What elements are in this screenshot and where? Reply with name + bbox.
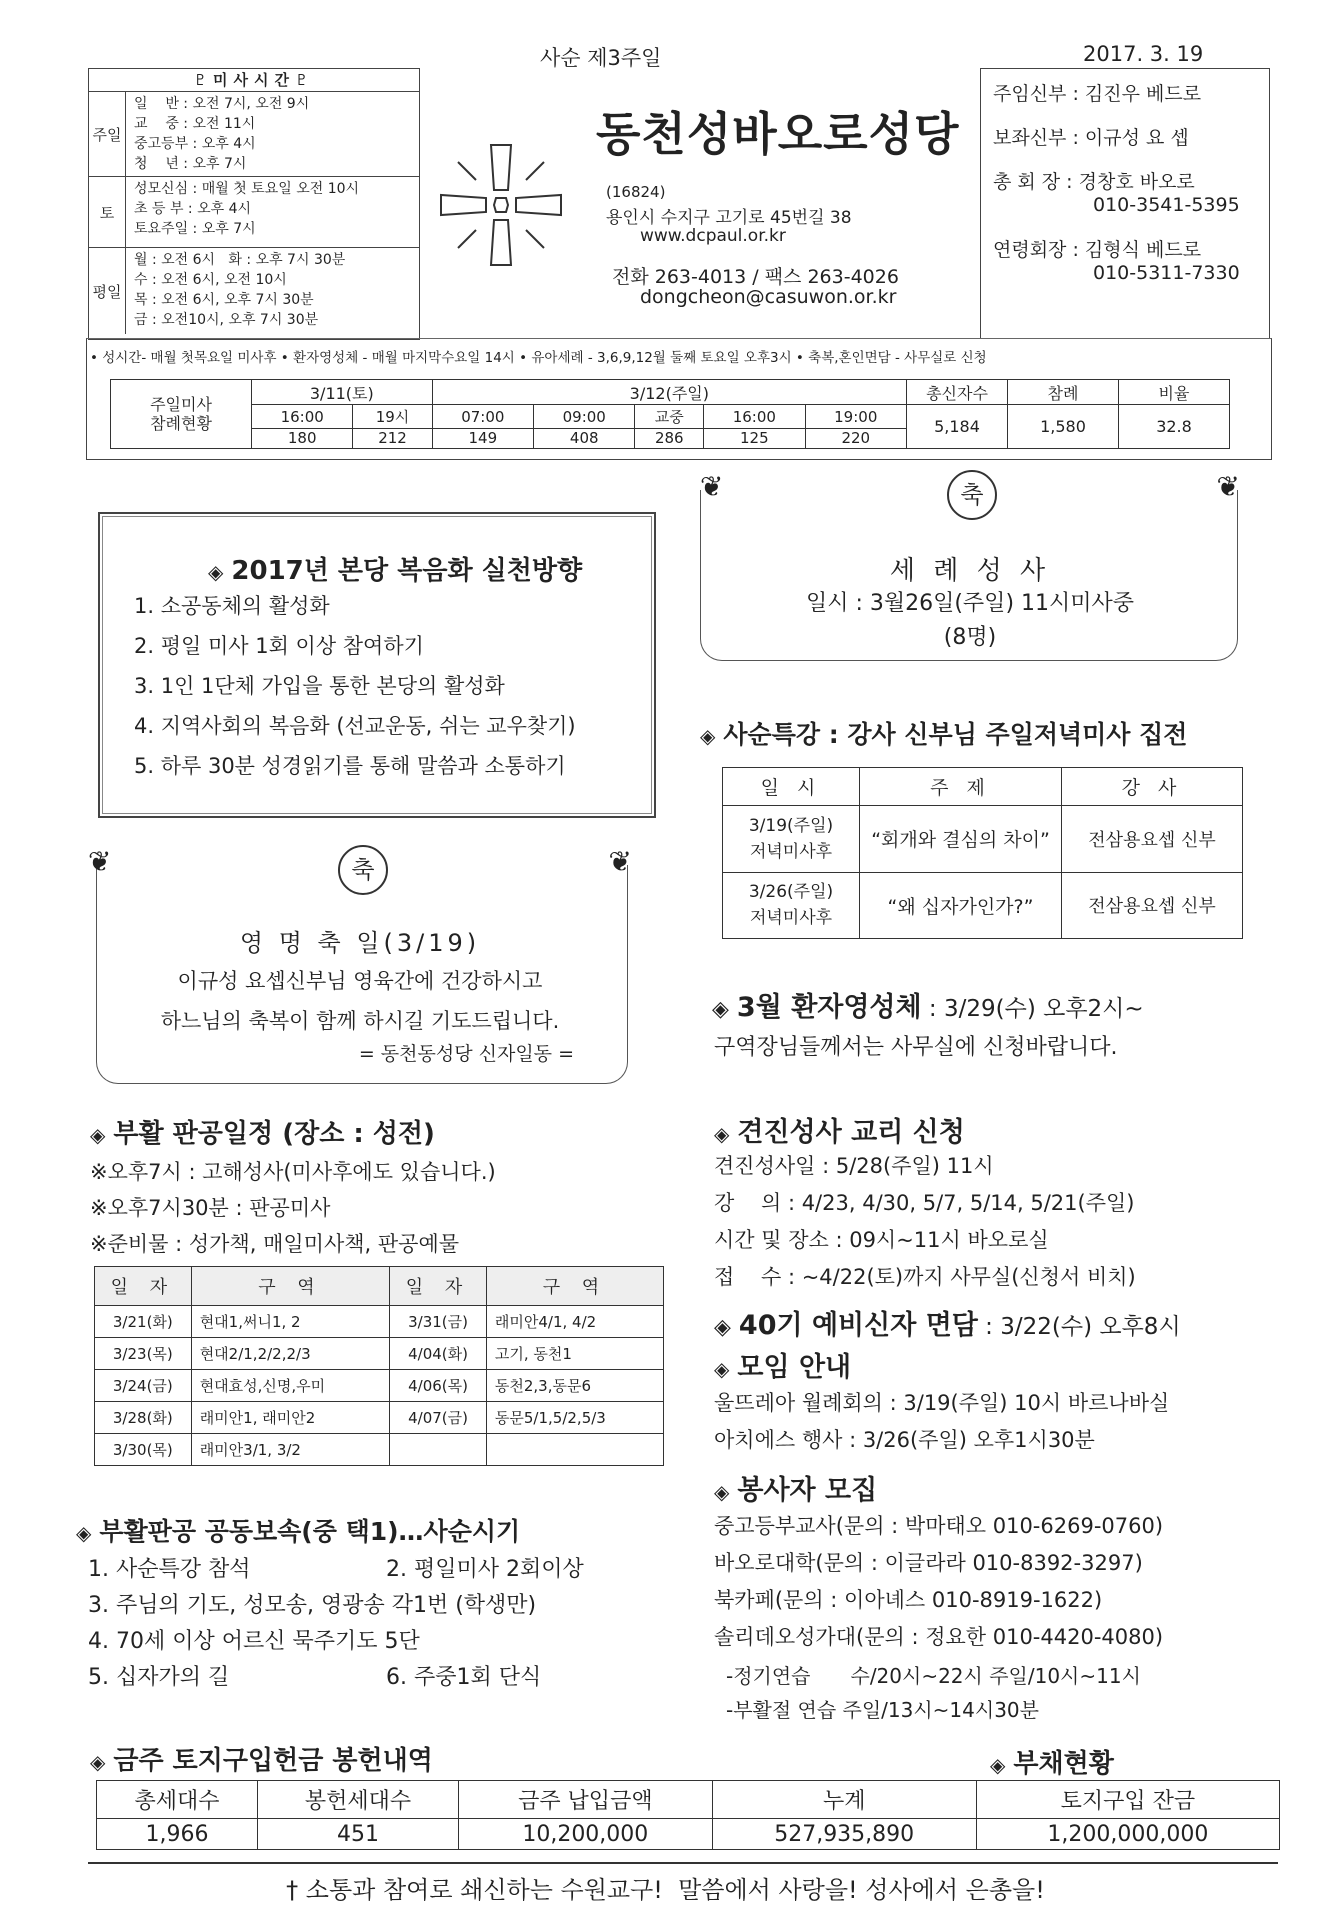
offering-header: 토지구입 잔금 — [976, 1781, 1279, 1819]
sick-comm-title: 3월 환자영성체 — [736, 992, 922, 1023]
staff-name: 이규성 요 셉 — [1084, 127, 1189, 149]
ribbon-left-icon: ❦ — [88, 845, 112, 878]
offering-value: 527,935,890 — [712, 1819, 976, 1850]
mass-notice: • 성시간- 매월 첫목요일 미사후 • 환자영성체 - 매월 마지막수요일 14시 • 유아세례 - 3,6,9,12월 둘째 토요일 오후3시 • 축복,혼인면담 - 사무실로 신청 — [90, 350, 987, 366]
penance-title-wrap — [76, 1512, 520, 1548]
meetings-title-wrap — [714, 1345, 851, 1384]
attendance-table — [110, 379, 1230, 449]
staff-phone: 010-3541-5395 — [1093, 194, 1240, 216]
lecture-speaker: 전삼용요셉 신부 — [1062, 806, 1243, 872]
attendance-count: 212 — [353, 428, 432, 448]
lecture-date-day: 3/26(주일) — [748, 882, 834, 903]
attendance-time: 16:00 — [704, 405, 805, 428]
staff-role: 총 회 장 : — [993, 171, 1079, 193]
confession-district: 현대2/1,2/2,2/3 — [191, 1338, 390, 1370]
diamond-icon: ◈ — [700, 724, 716, 748]
confession-date: 3/21(화) — [95, 1306, 192, 1338]
mass-time-line: 목 : 오전 6시, 오후 7시 30분 — [134, 292, 314, 308]
mass-group-day: 주일 — [89, 92, 126, 176]
mass-group — [89, 248, 419, 334]
volunteers-title-wrap — [714, 1468, 877, 1507]
diamond-icon: ◈ — [714, 1357, 730, 1381]
sunday-date: 3/12(주일) — [432, 380, 906, 405]
meeting-lines — [714, 1387, 1169, 1461]
confession-notes — [90, 1156, 496, 1264]
staff-role: 연령회장 : — [993, 239, 1085, 261]
offering-header: 금주 납입금액 — [458, 1781, 712, 1819]
lent-lecture-table — [722, 767, 1243, 939]
penance-items — [88, 1552, 688, 1696]
mass-time-line: 초 등 부 : 오후 4시 — [134, 201, 252, 217]
plan-title-wrap — [208, 550, 582, 587]
penance-item-4: 4. 70세 이상 어르신 묵주기도 5단 — [88, 1629, 420, 1654]
penance-title: 부활판공 공동보속(중 택1)…사순시기 — [99, 1517, 521, 1546]
attendance-count: 286 — [635, 428, 704, 448]
catechumen-title: 40기 예비신자 면담 — [738, 1310, 978, 1341]
confession-header: 구 역 — [486, 1267, 663, 1306]
staff-list — [981, 69, 1269, 303]
mass-group-lines — [126, 248, 345, 334]
lecture-date-time: 저녁미사후 — [749, 841, 833, 862]
table-row — [95, 1434, 664, 1466]
plan-item: 5. 하루 30분 성경읽기를 통해 말씀과 소통하기 — [134, 754, 566, 778]
sick-comm-detail: : 3/29(수) 오후2시~ — [921, 996, 1144, 1022]
baptism-when: 일시 : 3월26일(주일) 11시미사중 — [805, 591, 1135, 616]
attendance-label-2: 참례현황 — [150, 414, 212, 433]
attendance-count: 125 — [704, 428, 805, 448]
diamond-icon: ◈ — [714, 1480, 730, 1504]
confirmation-lines — [714, 1150, 1136, 1298]
feast-from: = 동천동성당 신자일동 = — [358, 1043, 574, 1065]
diamond-icon: ◈ — [714, 1315, 731, 1340]
confirmation-line: 강 의 : 4/23, 4/30, 5/7, 5/14, 5/21(주일) — [714, 1191, 1135, 1215]
feast-title: 영 명 축 일(3/19) — [239, 929, 481, 957]
confession-district: 래미안4/1, 4/2 — [486, 1306, 663, 1338]
attendance-count: 149 — [432, 428, 533, 448]
mass-times-box — [88, 68, 420, 340]
confession-district: 현대1,써니1, 2 — [191, 1306, 390, 1338]
lent-lecture-title-wrap — [700, 715, 1187, 751]
total-header: 총신자수 — [907, 380, 1008, 405]
offering-table — [96, 1780, 1280, 1850]
staff-name: 김진우 베드로 — [1084, 83, 1202, 105]
mass-time-line: 토요주일 : 오후 7시 — [134, 221, 256, 237]
table-row — [97, 1819, 1280, 1850]
attendance-time: 19:00 — [805, 405, 906, 428]
meetings-title: 모임 안내 — [737, 1352, 852, 1383]
attendance-count: 180 — [252, 428, 353, 448]
diamond-icon: ◈ — [990, 1753, 1006, 1777]
mass-time-line: 중고등부 : 오후 4시 — [134, 136, 256, 152]
table-row — [95, 1402, 664, 1434]
lecture-date — [723, 872, 860, 938]
mass-time-line: 성모신심 : 매월 첫 토요일 오전 10시 — [134, 181, 360, 197]
attendance-count: 220 — [805, 428, 906, 448]
plan-item: 4. 지역사회의 복음화 (선교운동, 쉬는 교우찾기) — [134, 714, 576, 738]
email-link[interactable]: dongcheon@casuwon.or.kr — [640, 286, 897, 308]
diamond-icon: ◈ — [714, 1122, 730, 1146]
lecture-date-time: 저녁미사후 — [749, 908, 833, 929]
catechumen-section — [714, 1303, 1181, 1342]
table-row — [95, 1370, 664, 1402]
mass-group — [89, 92, 419, 177]
footer-rule — [88, 1862, 1278, 1864]
baptism-box — [700, 470, 1240, 665]
staff-role: 주임신부 : — [993, 83, 1085, 105]
mass-group-lines — [126, 92, 309, 176]
confession-title-wrap — [90, 1113, 435, 1150]
staff-entry — [993, 123, 1269, 167]
mass-time-groups — [89, 92, 419, 334]
phone-fax: 전화 263-4013 / 팩스 263-4026 — [612, 266, 899, 288]
mass-time-line: 교 중 : 오전 11시 — [134, 116, 256, 132]
confession-header: 일 자 — [95, 1267, 192, 1306]
attend-header: 참례 — [1008, 380, 1119, 405]
staff-entry — [993, 235, 1269, 303]
mass-times-title: ♇미사시간♇ — [89, 69, 419, 92]
mass-group-day: 토 — [89, 177, 126, 247]
confession-district — [486, 1434, 663, 1466]
confession-note: ※준비물 : 성가책, 매일미사책, 판공예물 — [90, 1232, 460, 1256]
plan-item: 2. 평일 미사 1회 이상 참여하기 — [134, 634, 424, 658]
confession-district: 동천2,3,동문6 — [486, 1370, 663, 1402]
confession-date — [390, 1434, 487, 1466]
feast-line-2: 하느님의 축복이 함께 하시길 기도드립니다. — [160, 1009, 560, 1033]
volunteer-line: 바오로대학(문의 : 이글라라 010-8392-3297) — [714, 1551, 1143, 1575]
lecture-header: 주 제 — [860, 768, 1062, 806]
staff-entry — [993, 167, 1269, 235]
attendance-time: 16:00 — [252, 405, 353, 428]
mass-time-line: 월 : 오전 6시 화 : 오후 7시 30분 — [134, 252, 346, 268]
table-row — [723, 806, 1243, 872]
penance-item-1: 1. 사순특강 참석 — [88, 1557, 251, 1582]
confession-title: 부활 판공일정 (장소 : 성전) — [113, 1119, 435, 1149]
confession-district: 래미안1, 래미안2 — [191, 1402, 390, 1434]
volunteer-line: 솔리데오성가대(문의 : 정요한 010-4420-4080) — [714, 1625, 1164, 1649]
diamond-icon: ◈ — [712, 997, 729, 1022]
mass-time-line: 일 반 : 오전 7시, 오전 9시 — [134, 96, 310, 112]
attendance-count: 408 — [534, 428, 635, 448]
mass-group — [89, 177, 419, 248]
offering-value: 1,966 — [97, 1819, 258, 1850]
lecture-speaker: 전삼용요셉 신부 — [1062, 872, 1243, 938]
offering-header: 누계 — [712, 1781, 976, 1819]
confession-note: ※오후7시 : 고해성사(미사후에도 있습니다.) — [90, 1160, 496, 1184]
church-name: 동천성바오로성당 — [596, 107, 960, 161]
diamond-icon: ◈ — [90, 1123, 106, 1147]
penance-item-5: 5. 십자가의 길 — [88, 1665, 230, 1690]
catechumen-detail: : 3/22(수) 오후8시 — [977, 1314, 1181, 1340]
confession-date: 4/07(금) — [390, 1402, 487, 1434]
confession-date: 4/06(목) — [390, 1370, 487, 1402]
attendance-time: 07:00 — [432, 405, 533, 428]
staff-box — [980, 68, 1270, 339]
debt-title: 부채현황 — [1013, 1749, 1114, 1779]
postcode: (16824) — [606, 183, 666, 201]
celebrate-badge: 축 — [338, 845, 388, 895]
total-count: 5,184 — [907, 405, 1008, 449]
lecture-header: 강 사 — [1062, 768, 1243, 806]
confession-date: 3/28(화) — [95, 1402, 192, 1434]
attended-count: 1,580 — [1008, 405, 1119, 449]
confession-date: 3/24(금) — [95, 1370, 192, 1402]
confession-note: ※오후7시30분 : 판공미사 — [90, 1196, 331, 1220]
mass-time-line: 수 : 오전 6시, 오전 10시 — [134, 272, 287, 288]
confession-date: 3/31(금) — [390, 1306, 487, 1338]
mass-group-lines — [126, 177, 359, 247]
ribbon-right-icon: ❦ — [608, 845, 632, 878]
offering-title-wrap — [90, 1740, 433, 1777]
plan-title: 2017년 본당 복음화 실천방향 — [231, 556, 583, 586]
confirmation-title-wrap — [714, 1110, 965, 1149]
ratio-header: 비율 — [1119, 380, 1230, 405]
offering-value: 451 — [258, 1819, 459, 1850]
plan-item: 1. 소공동체의 활성화 — [134, 594, 330, 618]
confession-district: 래미안3/1, 3/2 — [191, 1434, 390, 1466]
volunteers-title: 봉사자 모집 — [737, 1475, 878, 1506]
lecture-topic: “왜 십자가인가?” — [860, 872, 1062, 938]
baptism-title: 세 례 성 사 — [889, 556, 1051, 586]
volunteer-line: 북카페(문의 : 이아녜스 010-8919-1622) — [714, 1588, 1103, 1612]
offering-value: 1,200,000,000 — [976, 1819, 1279, 1850]
staff-phone: 010-5311-7330 — [1093, 262, 1240, 284]
confession-table — [94, 1266, 664, 1466]
offering-header: 봉헌세대수 — [258, 1781, 459, 1819]
footer-motto: † 소통과 참여로 쇄신하는 수원교구! 말씀에서 사랑을! 성사에서 은총을! — [286, 1876, 1045, 1904]
confession-district: 현대효성,신명,우미 — [191, 1370, 390, 1402]
offering-header: 총세대수 — [97, 1781, 258, 1819]
lecture-topic: “회개와 결심의 차이” — [860, 806, 1062, 872]
penance-item-6: 6. 주중1회 단식 — [386, 1665, 542, 1690]
bulletin-date: 2017. 3. 19 — [1083, 42, 1204, 66]
lecture-header: 일 시 — [723, 768, 860, 806]
attendance-time: 교중 — [635, 405, 704, 428]
lecture-date-day: 3/19(주일) — [748, 815, 834, 836]
meeting-line: 아치에스 행사 : 3/26(주일) 오후1시30분 — [714, 1428, 1095, 1452]
staff-name: 경창호 바오로 — [1078, 171, 1195, 193]
confession-header: 구 역 — [191, 1267, 390, 1306]
diamond-icon: ◈ — [90, 1750, 106, 1774]
mass-time-line: 청 년 : 오후 7시 — [134, 156, 247, 172]
celebrate-badge: 축 — [947, 470, 997, 520]
practice-1 — [726, 1660, 1141, 1689]
attendance-label-1: 주일미사 — [150, 395, 212, 414]
diamond-icon: ◈ — [76, 1521, 92, 1545]
confession-district: 고기, 동천1 — [486, 1338, 663, 1370]
plan-item: 3. 1인 1단체 가입을 통한 본당의 활성화 — [134, 674, 505, 698]
baptism-count: (8명) — [943, 625, 997, 650]
feast-box — [88, 845, 632, 1090]
table-row — [95, 1338, 664, 1370]
ribbon-right-icon: ❦ — [1216, 470, 1240, 503]
diamond-icon: ◈ — [208, 560, 224, 584]
confirmation-line: 접 수 : ~4/22(토)까지 사무실(신청서 비치) — [714, 1265, 1136, 1289]
feast-line-1: 이규성 요셉신부님 영육간에 건강하시고 — [177, 969, 543, 993]
plan-items — [134, 586, 576, 786]
confirmation-title: 견진성사 교리 신청 — [737, 1117, 965, 1148]
volunteer-lines — [714, 1510, 1163, 1658]
confession-district: 동문5/1,5/2,5/3 — [486, 1402, 663, 1434]
penance-item-3: 3. 주님의 기도, 성모송, 영광송 각1번 (학생만) — [88, 1593, 537, 1618]
confirmation-line: 시간 및 장소 : 09시~11시 바오로실 — [714, 1228, 1049, 1252]
attendance-time: 09:00 — [534, 405, 635, 428]
debt-title-wrap — [990, 1743, 1114, 1780]
church-cross-logo — [436, 140, 566, 270]
ribbon-left-icon: ❦ — [700, 470, 724, 503]
attendance-ratio: 32.8 — [1119, 405, 1230, 449]
lent-lecture-title: 사순특강 : 강사 신부님 주일저녁미사 집전 — [723, 720, 1188, 749]
attendance-time: 19시 — [353, 405, 432, 428]
confession-date: 3/23(목) — [95, 1338, 192, 1370]
staff-name: 김형식 베드로 — [1084, 239, 1202, 261]
confession-date: 3/30(목) — [95, 1434, 192, 1466]
plan-box — [98, 512, 656, 818]
practice-1-label: -정기연습 — [726, 1664, 811, 1688]
confession-date: 4/04(화) — [390, 1338, 487, 1370]
mass-time-line: 금 : 오전10시, 오후 7시 30분 — [134, 312, 319, 328]
confirmation-line: 견진성사일 : 5/28(주일) 11시 — [714, 1154, 994, 1178]
table-row — [95, 1306, 664, 1338]
sick-comm-line2: 구역장님들께서는 사무실에 신청바랍니다. — [714, 1035, 1118, 1060]
offering-value: 10,200,000 — [458, 1819, 712, 1850]
website-link[interactable]: www.dcpaul.or.kr — [640, 226, 786, 246]
sick-comm-section — [712, 985, 1144, 1024]
mass-group-day: 평일 — [89, 248, 126, 334]
confession-header: 일 자 — [390, 1267, 487, 1306]
offering-title: 금주 토지구입헌금 봉헌내역 — [113, 1746, 433, 1776]
volunteer-line: 중고등부교사(문의 : 박마태오 010-6269-0760) — [714, 1514, 1164, 1538]
practice-1-time: 수/20시~22시 주일/10시~11시 — [850, 1664, 1141, 1688]
address: 용인시 수지구 고기로 45번길 38 — [606, 208, 852, 228]
staff-entry — [993, 79, 1269, 123]
table-row — [723, 872, 1243, 938]
liturgical-week: 사순 제3주일 — [540, 46, 662, 70]
meeting-line: 울뜨레아 월례회의 : 3/19(주일) 10시 바르나바실 — [714, 1391, 1170, 1415]
practice-2: -부활절 연습 주일/13시~14시30분 — [726, 1698, 1039, 1722]
lecture-date — [723, 806, 860, 872]
penance-item-2: 2. 평일미사 2회이상 — [386, 1557, 584, 1582]
staff-role: 보좌신부 : — [993, 127, 1085, 149]
saturday-date: 3/11(토) — [252, 380, 433, 405]
